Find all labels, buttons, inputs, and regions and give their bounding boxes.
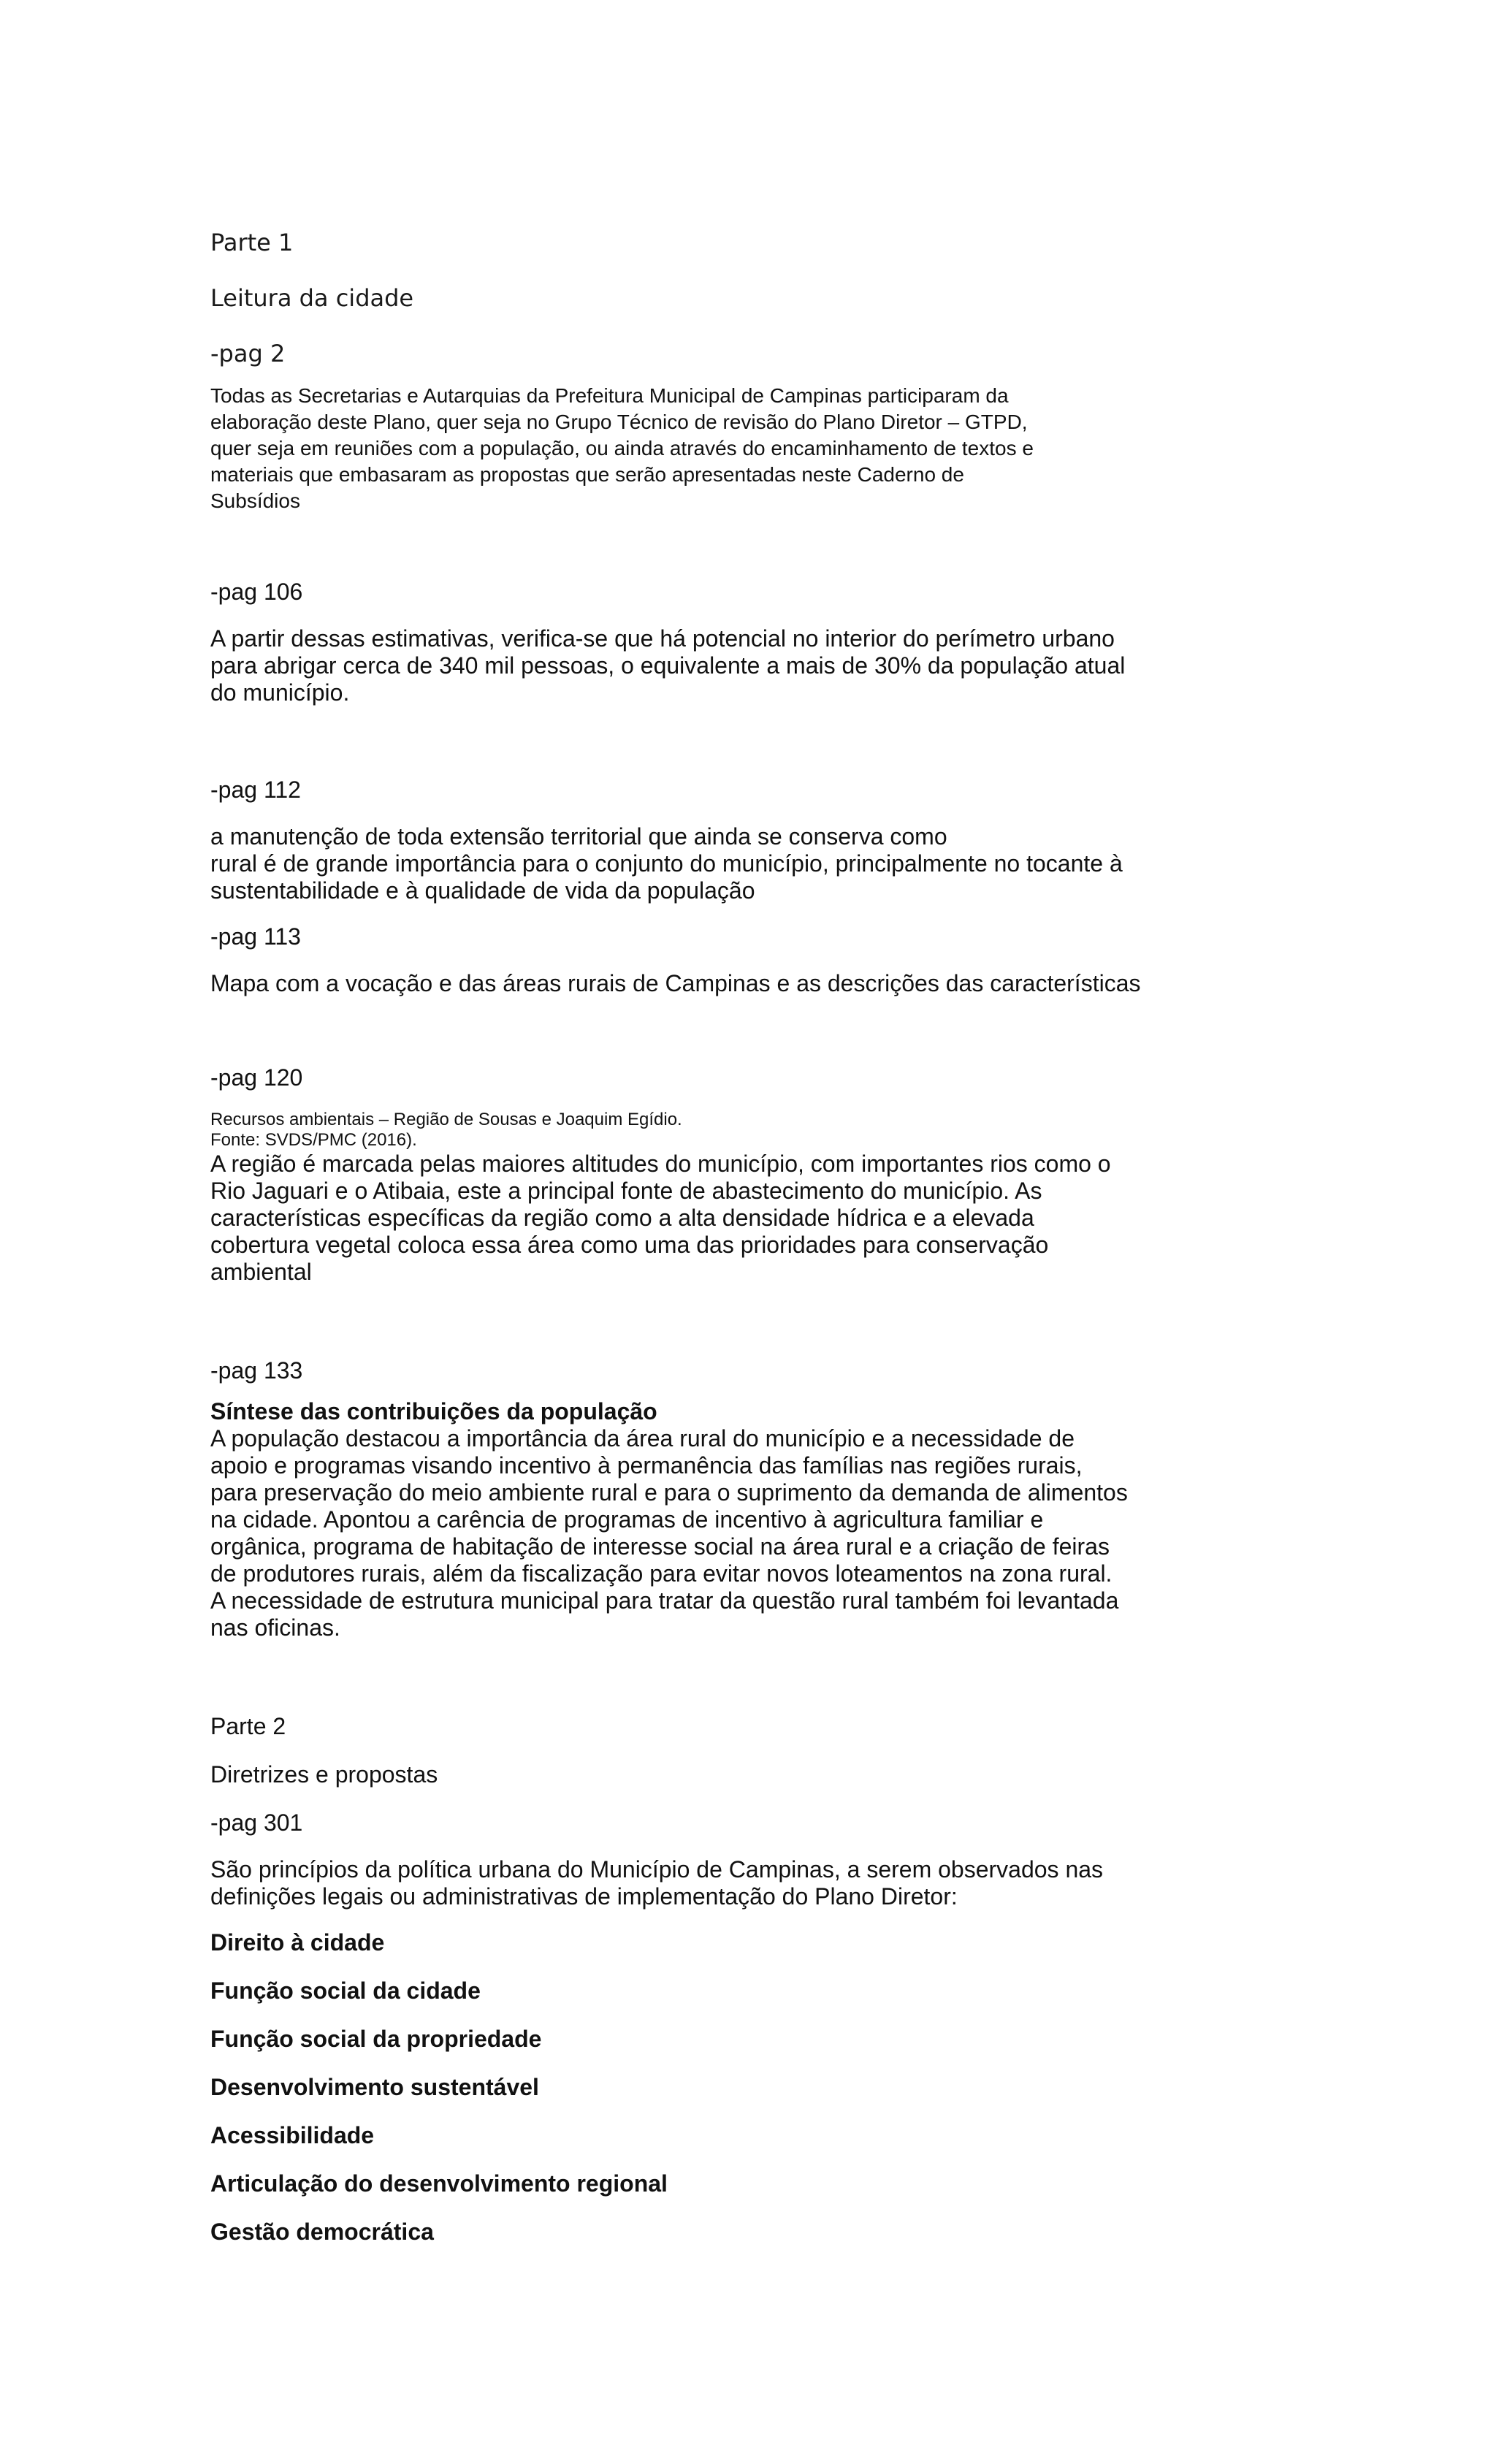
- page-ref-2: -pag 2: [210, 340, 286, 367]
- figure-source: Fonte: SVDS/PMC (2016).: [210, 1130, 417, 1150]
- principle-item: Função social da propriedade: [210, 2026, 542, 2052]
- principle-item: Função social da cidade: [210, 1977, 481, 2004]
- principle-item: Desenvolvimento sustentável: [210, 2074, 539, 2100]
- principle-item: Articulação do desenvolvimento regional: [210, 2170, 668, 2197]
- paragraph-regiao: A região é marcada pelas maiores altitudes do município, com importantes rios como o Rio Jaguari e o Atibaia, este a principal fonte de abastecimento do município. As características específicas da região como a alta densidade hídrica e a elevada cobertura vegetal coloca essa área como uma das prioridades para conservação ambiental: [210, 1151, 1111, 1285]
- part2-subtitle: Diretrizes e propostas: [210, 1761, 438, 1788]
- part2-title: Parte 2: [210, 1713, 286, 1739]
- page-ref-301: -pag 301: [210, 1809, 303, 1836]
- figure-caption: Recursos ambientais – Região de Sousas e Joaquim Egídio.: [210, 1110, 682, 1129]
- paragraph-principios: São princípios da política urbana do Município de Campinas, a serem observados nas definições legais ou administrativas de implementação do Plano Diretor:: [210, 1856, 1104, 1910]
- document-content: [210, 228, 1182, 2246]
- paragraph-estimativas: A partir dessas estimativas, verifica-se que há potencial no interior do perímetro urbano para abrigar cerca de 340 mil pessoas, o equivalente a mais de 30% da população atual do município.: [210, 625, 1126, 706]
- page-ref-120: -pag 120: [210, 1064, 303, 1091]
- principle-item: Gestão democrática: [210, 2219, 434, 2245]
- paragraph-secretarias: Todas as Secretarias e Autarquias da Prefeitura Municipal de Campinas participaram da elaboração deste Plano, quer seja no Grupo Técnico de revisão do Plano Diretor – GTPD, quer seja em reuniões com a população, ou ainda através do encaminhamento de textos e materiais que embasaram as propostas que serão apresentadas neste Caderno de Subsídios: [210, 384, 1034, 512]
- principle-item: Acessibilidade: [210, 2122, 375, 2148]
- page-ref-106: -pag 106: [210, 579, 303, 605]
- page-ref-133: -pag 133: [210, 1357, 303, 1384]
- part1-subtitle: Leitura da cidade: [210, 284, 414, 312]
- paragraph-manutencao: a manutenção de toda extensão territorial que ainda se conserva como rural é de grande importância para o conjunto do município, principalmente no tocante à sustentabilidade e à qualidade de vida da população: [210, 823, 1123, 904]
- paragraph-sintese: A população destacou a importância da área rural do município e a necessidade de apoio e programas visando incentivo à permanência das famílias nas regiões rurais, para preservação do meio ambiente rural e para o suprimento da demanda de alimentos na cidade. Apontou a carência de programas de incentivo à agricultura familiar e orgânica, programa de habitação de interesse social na área rural e a criação de feiras de produtores rurais, além da fiscalização para evitar novos loteamentos na zona rural. A necessidade de estrutura municipal para tratar da questão rural também foi levantada nas oficinas.: [210, 1425, 1128, 1641]
- page-ref-113: -pag 113: [210, 923, 301, 950]
- paragraph-mapa: Mapa com a vocação e das áreas rurais de Campinas e as descrições das características: [210, 970, 1141, 996]
- synthesis-heading: Síntese das contribuições da população: [210, 1398, 657, 1424]
- page-ref-112: -pag 112: [210, 777, 301, 803]
- principle-item: Direito à cidade: [210, 1929, 385, 1956]
- part1-title: Parte 1: [210, 229, 294, 256]
